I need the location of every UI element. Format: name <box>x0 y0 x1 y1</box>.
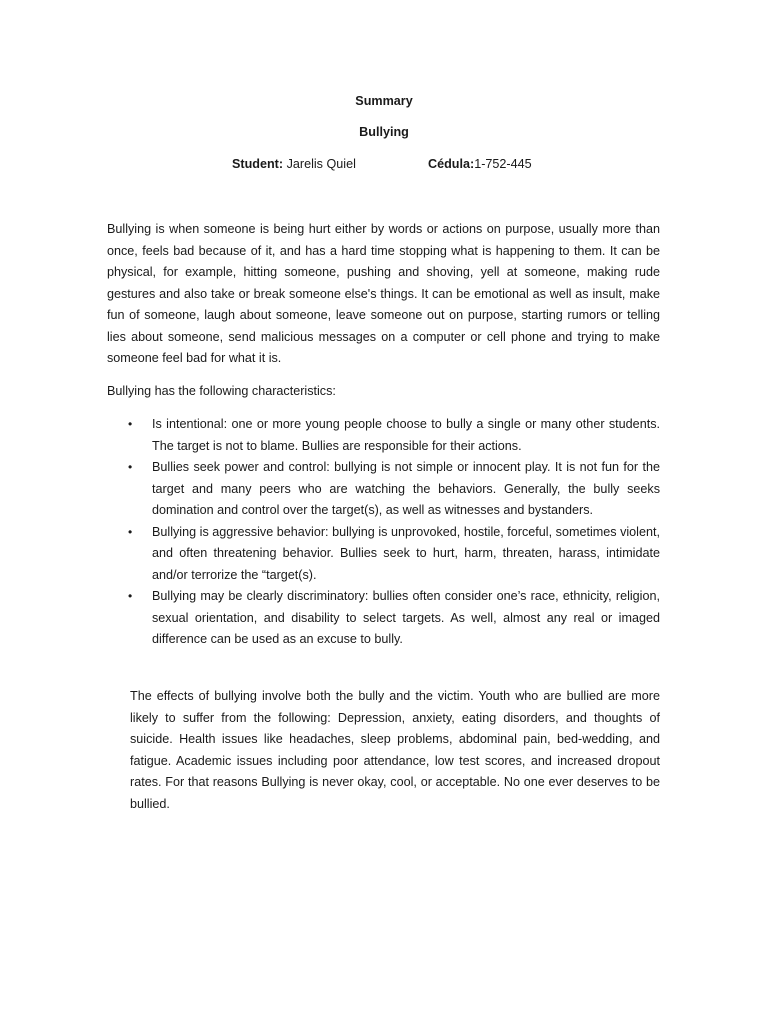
bullet-icon: • <box>128 589 133 603</box>
cedula-field <box>428 157 532 171</box>
list-item <box>107 457 660 522</box>
list-item-text: Bullying is aggressive behavior: bullying is unprovoked, hostile, forceful, sometimes violent, and often threatening behavior. Bullies seek to hurt, harm, threaten, harass, intimidate and/or terrorize the “target(s). <box>152 524 660 582</box>
cedula-value: 1-752-445 <box>474 157 532 171</box>
list-item-text: Bullying may be clearly discriminatory: bullies often consider one’s race, ethnicity, religion, sexual orientation, and disability to select targets. As well, almost any real or imaged difference can be used as an excuse to bully. <box>152 589 660 646</box>
student-name: Jarelis Quiel <box>283 157 356 171</box>
list-item-text: Bullies seek power and control: bullying is not simple or innocent play. It is not fun for the target and many peers who are watching the behaviors. Generally, the bully seeks domination and control over the target(s), as well as witnesses and bystanders. <box>152 460 660 517</box>
paragraph-effects: The effects of bullying involve both the bully and the victim. Youth who are bullied are more likely to suffer from the following: Depression, anxiety, eating disorders, and thoughts of suicide. Health issues like headaches, sleep problems, abdominal pain, bed-wedding, and fatigue. Academic issues including poor attendance, low test scores, and increased dropout rates. For that reasons Bullying is never okay, cool, or acceptable. No one ever deserves to be bullied. <box>130 689 660 811</box>
document-heading-summary: Summary <box>355 94 413 108</box>
list-item <box>107 522 660 587</box>
bullet-icon: • <box>128 460 133 474</box>
list-item <box>107 586 660 651</box>
bullet-icon: • <box>128 524 133 539</box>
cedula-label: Cédula: <box>428 157 475 171</box>
characteristics-list <box>107 414 660 651</box>
student-label: Student: <box>232 157 284 171</box>
paragraph-definition: Bullying is when someone is being hurt either by words or actions on purpose, usually more than once, feels bad because of it, and has a hard time stopping what is happening to them. It can be physical, for example, hitting someone, pushing and shoving, yell at someone, making rude gestures and also take or break someone else's things. It can be emotional as well as insult, make fun of someone, laugh about someone, leave someone out on purpose, starting rumors or telling lies about someone, send malicious messages on a computer or cell phone and trying to make someone feel bad for what it is. <box>107 222 660 365</box>
list-item-text: Is intentional: one or more young people choose to bully a single or many other students. The target is not to blame. Bullies are responsible for their actions. <box>152 417 660 453</box>
document-title: Bullying <box>359 125 409 139</box>
bullet-icon: • <box>128 417 133 431</box>
student-field <box>232 157 356 171</box>
paragraph-characteristics-intro: Bullying has the following characteristics: <box>107 384 336 398</box>
list-item <box>107 414 660 457</box>
